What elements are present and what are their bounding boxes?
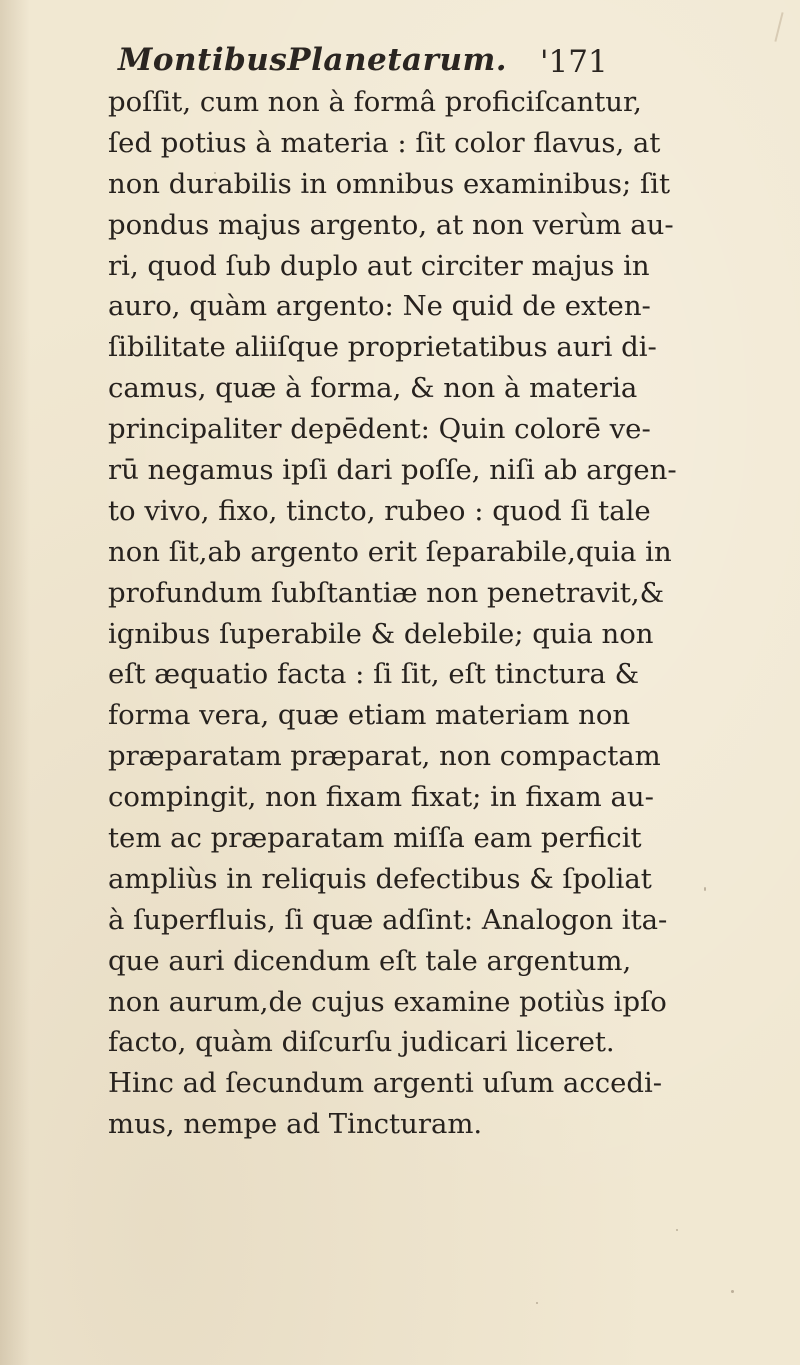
text-line: principaliter depēdent: Quin colorē ve- — [108, 413, 651, 446]
text-line: non aurum,de cujus examine potiùs ipſo — [108, 985, 667, 1018]
text-line: ri, quod ſub duplo aut circiter majus in — [108, 249, 650, 282]
paper-speck — [536, 1302, 538, 1304]
text-line: poſſit, cum non à formâ proficiſcantur, — [108, 86, 642, 118]
page-gutter-shadow — [0, 0, 30, 1365]
text-line: eſt æquatio facta : ſi ſit, eſt tinctura & — [108, 658, 640, 691]
text-line: pondus majus argento, at non verùm au- — [108, 208, 674, 241]
text-line: forma vera, quæ etiam materiam non — [108, 699, 631, 732]
page-number: '171 — [540, 44, 608, 80]
paper-speck — [676, 1229, 678, 1231]
body-text — [108, 82, 677, 1145]
text-line: tem ac præparatam miſſa eam perficit — [108, 822, 642, 855]
text-line: profundum ſubſtantiæ non penetravit,& — [108, 576, 665, 609]
text-line: rū negamus ipſi dari poſſe, niſi ab argen- — [108, 454, 677, 487]
text-line: facto, quàm diſcurſu judicari liceret. — [108, 1026, 615, 1059]
text-line: compingit, non fixam fixat; in fixam au- — [108, 781, 654, 814]
text-line: camus, quæ à forma, & non à materia — [108, 372, 638, 405]
text-line: ſibilitate aliiſque proprietatibus auri di- — [108, 331, 657, 364]
paper-speck — [214, 172, 216, 174]
text-line: ignibus ſuperabile & delebile; quia non — [108, 617, 654, 650]
text-line: præparatam præparat, non compactam — [108, 740, 661, 773]
text-line: à ſuperfluis, ſi quæ adſint: Analogon ita- — [108, 903, 668, 936]
text-line: que auri dicendum eſt tale argentum, — [108, 944, 632, 977]
running-head-title: MontibusPlanetarum. — [118, 42, 508, 78]
text-line: ampliùs in reliquis defectibus & ſpoliat — [108, 862, 652, 895]
paper-speck — [731, 1290, 734, 1293]
text-line: Hinc ad ſecundum argenti uſum accedi- — [108, 1067, 663, 1100]
text-line: non ſit,ab argento erit ſeparabile,quia in — [108, 535, 672, 568]
text-line: mus, nempe ad Tincturam. — [108, 1108, 483, 1141]
text-line: auro, quàm argento: Ne quid de exten- — [108, 290, 651, 323]
text-line: to vivo, fixo, tincto, rubeo : quod ſi tale — [108, 494, 651, 527]
text-line: non durabilis in omnibus examinibus; ſit — [108, 167, 670, 200]
text-line: ſed potius à materia : ſit color flavus, at — [108, 126, 661, 159]
paper-speck — [704, 887, 706, 891]
